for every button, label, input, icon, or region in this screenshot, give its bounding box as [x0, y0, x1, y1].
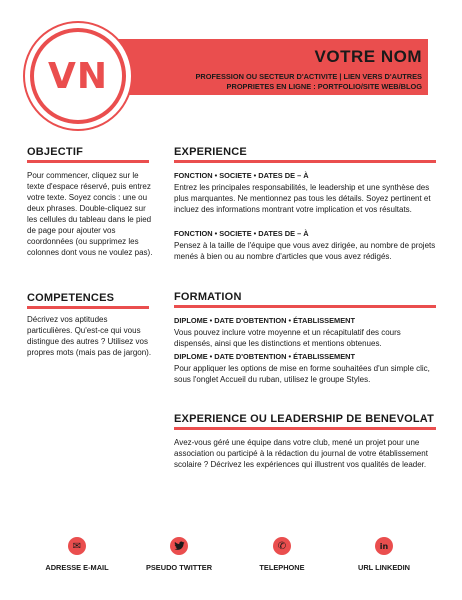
formation-rule: [174, 305, 436, 308]
monogram-badge: [23, 21, 133, 131]
competences-title[interactable]: COMPETENCES: [27, 292, 115, 304]
footer-contact-phone: [227, 537, 337, 572]
experience-entry-heading[interactable]: FONCTION • SOCIETE • DATES DE – À: [174, 229, 309, 238]
objectif-rule: [27, 160, 149, 163]
experience-rule: [174, 160, 436, 163]
experience-title[interactable]: EXPERIENCE: [174, 146, 247, 158]
objectif-text[interactable]: Pour commencer, cliquez sur le texte d'espace réservé, puis entrez votre texte. Soyez concis : une ou deux phrases. Double-cliquez sur les cellules du tableau dans le pied de page pour ajouter vos coordonnées (ou supprimez les colonnes dont vous ne voulez pas).: [27, 171, 153, 257]
footer-contact-email: [22, 537, 132, 572]
experience-entry-text[interactable]: Pensez à la taille de l'équipe que vous avez dirigée, au nombre de projets menés à bien ou au nombre d'articles que vous avez rédigés.: [174, 241, 436, 261]
monogram-initials[interactable]: VN: [48, 55, 108, 97]
formation-entry-heading[interactable]: DIPLOME • DATE D'OBTENTION • ÉTABLISSEMENT: [174, 352, 355, 361]
formation-entry: [174, 315, 436, 349]
formation-entry-heading[interactable]: DIPLOME • DATE D'OBTENTION • ÉTABLISSEMENT: [174, 316, 355, 325]
footer-contact-twitter: [124, 537, 234, 572]
phone-icon: ✆: [273, 537, 291, 555]
monogram-ring: [30, 28, 126, 124]
email-icon: ✉: [68, 537, 86, 555]
profession-line[interactable]: PROFESSION OU SECTEUR D'ACTIVITE | LIEN VERS D'AUTRES PROPRIETES EN LIGNE : PORTFOLIO/SITE WEB/BLOG: [195, 72, 422, 91]
experience-entry-heading[interactable]: FONCTION • SOCIETE • DATES DE – À: [174, 171, 309, 180]
twitter-icon: [170, 537, 188, 555]
experience-entry: [174, 228, 436, 262]
footer-label[interactable]: URL LINKEDIN: [357, 563, 410, 572]
footer-label[interactable]: TELEPHONE: [259, 563, 305, 572]
formation-entry-text[interactable]: Pour appliquer les options de mise en forme souhaitées d'un simple clic, sous l'onglet Accueil du ruban, utilisez le groupe Styles.: [174, 364, 430, 384]
footer-label[interactable]: ADRESSE E-MAIL: [45, 563, 109, 572]
candidate-name[interactable]: VOTRE NOM: [314, 47, 422, 66]
competences-rule: [27, 306, 149, 309]
footer-contact-linkedin: [329, 537, 439, 572]
benevolat-text[interactable]: Avez-vous géré une équipe dans votre club, mené un projet pour une association ou participé à la rédaction du journal de votre établissement scolaire ? Décrivez les expériences qui illustrent vos qualités de leader.: [174, 438, 428, 469]
experience-entry-text[interactable]: Entrez les principales responsabilités, le leadership et une synthèse des plus marquantes. Ne mentionnez pas tous les détails. Soyez pertinent et incluez des informations montrant votre implication et vos résultats.: [174, 183, 431, 214]
benevolat-title[interactable]: EXPERIENCE OU LEADERSHIP DE BENEVOLAT: [174, 413, 435, 425]
experience-entry: [174, 170, 436, 215]
objectif-title[interactable]: OBJECTIF: [27, 146, 83, 158]
formation-title[interactable]: FORMATION: [174, 291, 242, 303]
benevolat-rule: [174, 427, 436, 430]
linkedin-icon: in: [375, 537, 393, 555]
formation-entry: [174, 351, 436, 385]
footer-label[interactable]: PSEUDO TWITTER: [145, 563, 213, 572]
competences-text[interactable]: Décrivez vos aptitudes particulières. Qu'est-ce qui vous distingue des autres ? Utilisez vos propres mots (mais pas de jargon).: [27, 315, 152, 357]
formation-entry-text[interactable]: Vous pouvez inclure votre moyenne et un récapitulatif des cours dispensés, ainsi que les distinctions et mentions obtenues.: [174, 328, 401, 348]
